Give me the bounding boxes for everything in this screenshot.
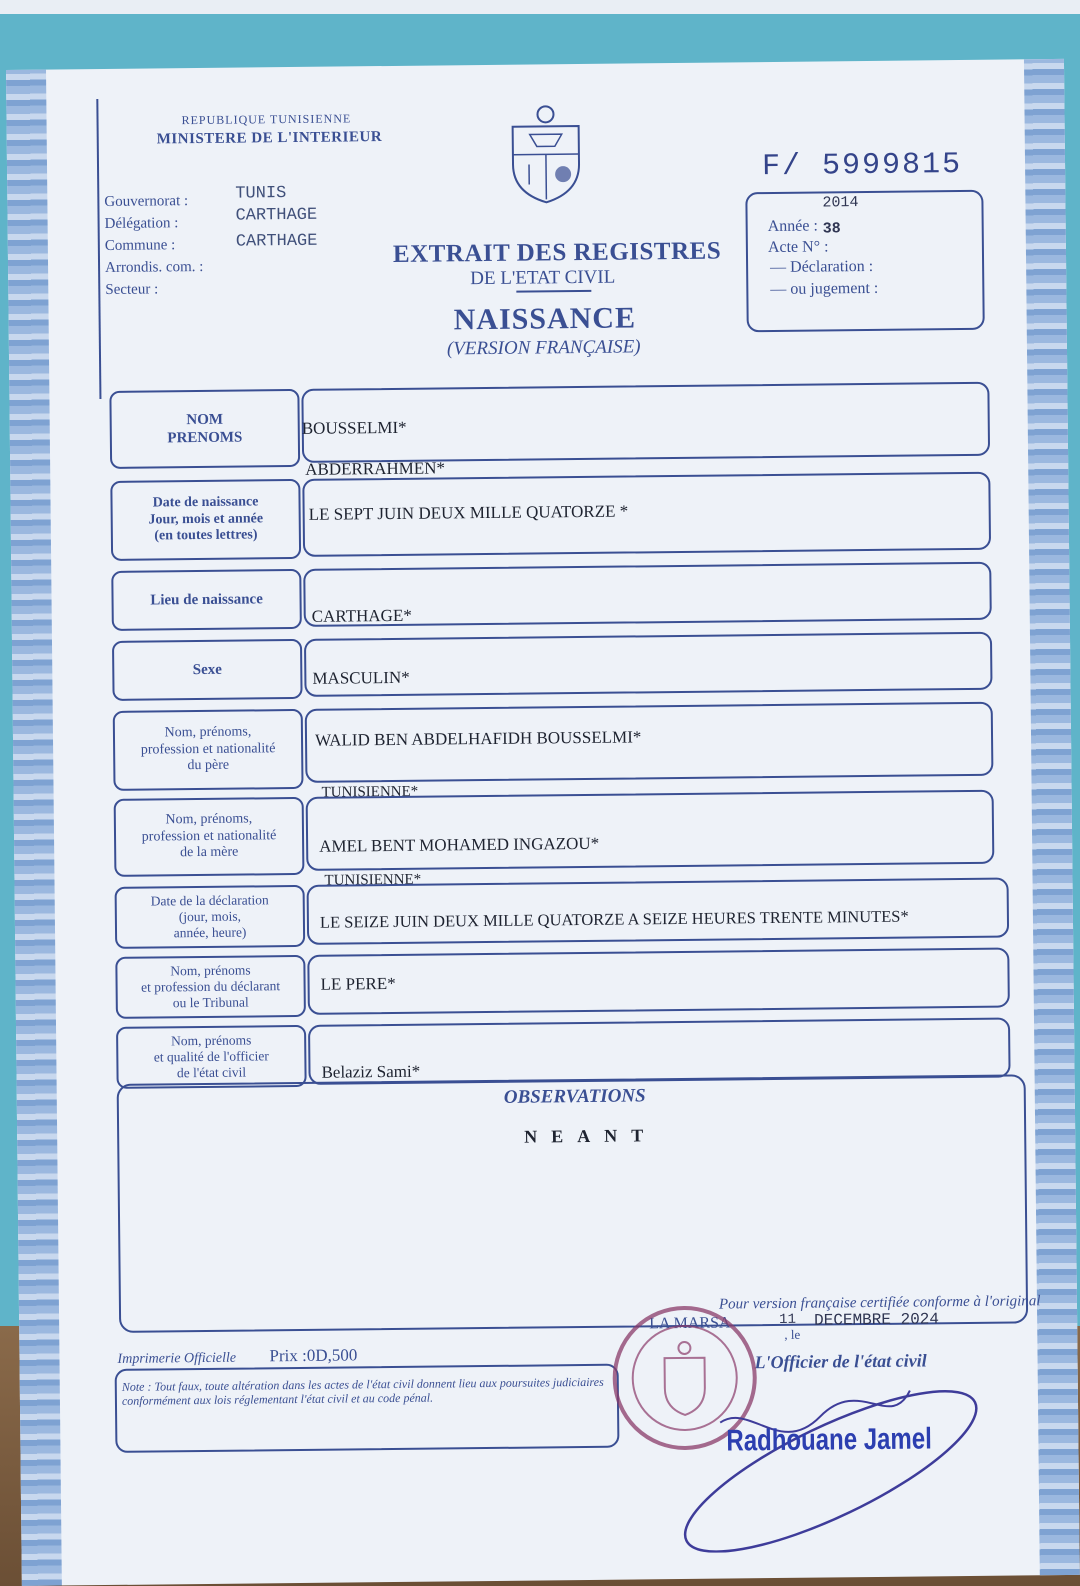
mere-value: AMEL BENT MOHAMED INGAZOU* bbox=[319, 833, 600, 856]
issue-le: , le bbox=[784, 1326, 801, 1342]
row-lieu-naissance bbox=[111, 562, 992, 631]
issue-day: 11 bbox=[779, 1311, 797, 1328]
row-date-naissance bbox=[110, 472, 991, 561]
lieu-naissance-value: CARTHAGE* bbox=[311, 605, 412, 626]
prix-label: Prix :0D,500 bbox=[269, 1345, 358, 1366]
declarant-value: LE PERE* bbox=[320, 973, 396, 994]
nom-value: BOUSSELMI* bbox=[301, 417, 407, 438]
sexe-value: MASCULIN* bbox=[312, 667, 410, 688]
pere-value: WALID BEN ABDELHAFIDH BOUSSELMI* bbox=[314, 727, 642, 750]
annee-value: 38 bbox=[822, 220, 841, 238]
republic-header: REPUBLIQUE TUNISIENNE bbox=[181, 111, 352, 128]
row-label: Nom, prénoms et qualité de l'officier de l'état civil bbox=[116, 1025, 307, 1089]
document-version: (VERSION FRANÇAISE) bbox=[446, 336, 641, 360]
officier-value: Belaziz Sami* bbox=[321, 1061, 421, 1082]
row-label: Date de la déclaration (jour, mois, année, heure) bbox=[115, 885, 306, 949]
document-subtitle: DE L'ETAT CIVIL bbox=[470, 266, 616, 290]
row-value-box bbox=[307, 948, 1010, 1015]
row-label: Nom, prénoms, profession et nationalité du père bbox=[113, 709, 304, 791]
field-value-gouvernorat: TUNIS bbox=[235, 184, 287, 204]
field-label-gouvernorat: Gouvernorat : bbox=[104, 193, 189, 210]
certification-text: Pour version française certifiée conforme à l'original bbox=[718, 1293, 1041, 1313]
header-divider bbox=[96, 99, 101, 399]
date-declaration-value: LE SEIZE JUIN DEUX MILLE QUATORZE A SEIZE HEURES TRENTE MINUTES* bbox=[319, 906, 909, 932]
field-label-delegation: Délégation : bbox=[104, 215, 179, 232]
signature-stamp-name: Radhouane Jamel bbox=[726, 1422, 932, 1458]
field-value-commune: CARTHAGE bbox=[235, 231, 318, 252]
birth-certificate bbox=[6, 59, 1080, 1586]
row-sexe bbox=[112, 632, 993, 701]
row-mere bbox=[114, 790, 995, 889]
field-label-commune: Commune : bbox=[104, 237, 176, 254]
observations-value: NEANT bbox=[524, 1125, 658, 1147]
row-value-box bbox=[306, 790, 995, 871]
document-title: EXTRAIT DES REGISTRES bbox=[392, 237, 722, 268]
row-label: NOM PRENOMS bbox=[109, 389, 300, 469]
row-date-declaration bbox=[115, 878, 996, 949]
officer-title: L'Officier de l'état civil bbox=[754, 1350, 927, 1373]
issue-date: DECEMBRE 2024 bbox=[814, 1310, 940, 1330]
subtitle-rule bbox=[516, 290, 591, 293]
row-label: Date de naissance Jour, mois et année (en toutes lettres) bbox=[110, 479, 301, 561]
row-label: Lieu de naissance bbox=[111, 569, 302, 631]
row-pere bbox=[113, 702, 994, 801]
mere-nationalite: TUNISIENNE* bbox=[324, 871, 422, 889]
ministry-header: MINISTERE DE L'INTERIEUR bbox=[156, 129, 383, 148]
row-label: Sexe bbox=[112, 639, 303, 701]
field-label-secteur: Secteur : bbox=[105, 281, 159, 298]
legal-note: Note : Tout faux, toute altération dans les actes de l'état civil donnent lieu aux poursuites judiciaires conformément aux lois réglementant l'état civil et au code pénal. bbox=[121, 1374, 604, 1408]
date-naissance-value: LE SEPT JUIN DEUX MILLE QUATORZE * bbox=[308, 501, 629, 524]
acte-year: 2014 bbox=[822, 194, 859, 212]
field-label-arrondissement: Arrondis. com. : bbox=[104, 258, 204, 276]
decorative-border-right bbox=[1024, 59, 1080, 1575]
declaration-label: — Déclaration : bbox=[770, 257, 874, 277]
document-type: NAISSANCE bbox=[453, 301, 637, 337]
field-value-delegation: CARTHAGE bbox=[235, 205, 318, 226]
prenoms-value: ABDERRAHMEN* bbox=[305, 458, 446, 479]
observations-title: OBSERVATIONS bbox=[503, 1085, 646, 1108]
jugement-label: — ou jugement : bbox=[770, 279, 879, 299]
background-strip bbox=[0, 0, 1080, 14]
annee-label: Année : bbox=[767, 217, 818, 236]
pere-nationalite: TUNISIENNE* bbox=[321, 783, 419, 801]
row-label: Nom, prénoms et profession du déclarant ou le Tribunal bbox=[115, 955, 306, 1019]
coat-of-arms-icon bbox=[504, 104, 587, 205]
row-label: Nom, prénoms, profession et nationalité de la mère bbox=[114, 797, 305, 877]
acte-number-label: Acte N° : bbox=[767, 238, 829, 257]
serial-number: F/ 5999815 bbox=[761, 147, 963, 185]
row-nom-prenoms bbox=[109, 382, 990, 479]
imprimerie-label: Imprimerie Officielle bbox=[117, 1350, 237, 1367]
issue-place: LA MARSA bbox=[649, 1314, 731, 1333]
row-declarant bbox=[115, 948, 996, 1019]
